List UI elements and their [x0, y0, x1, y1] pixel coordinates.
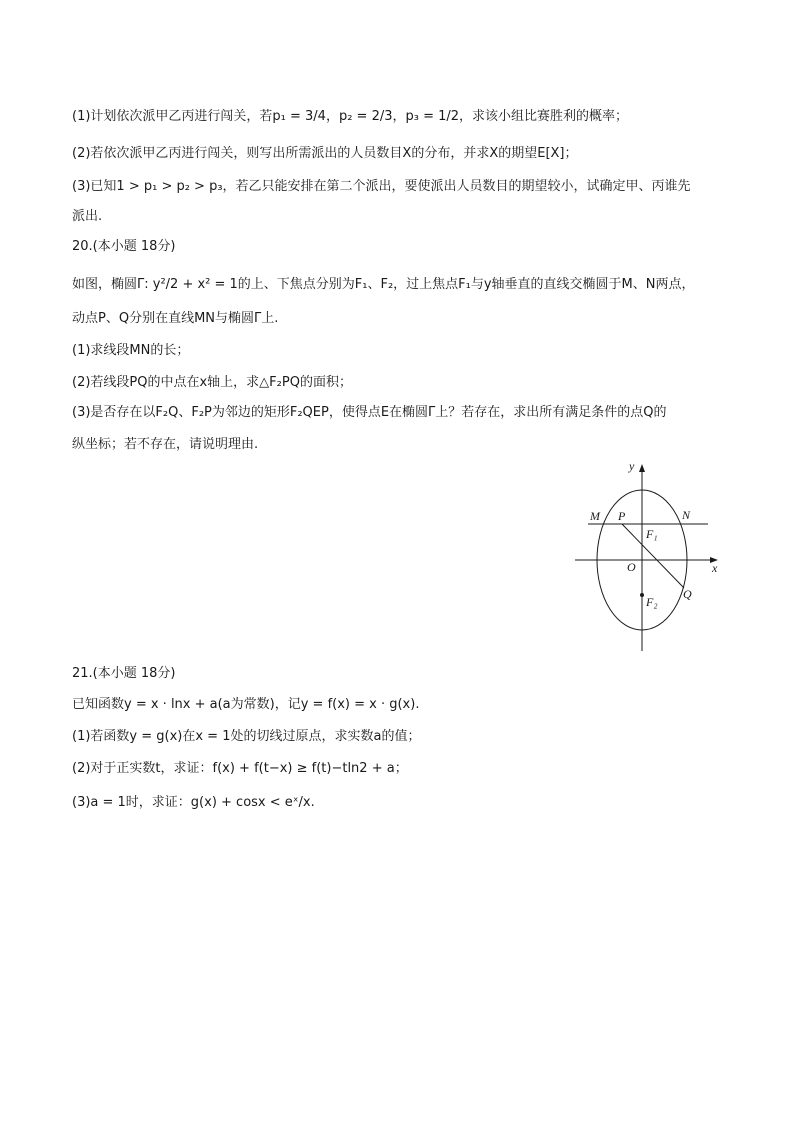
q21-part2: (2)对于正实数t，求证：f(x) + f(t−x) ≥ f(t)−tln2 + a； — [72, 761, 408, 776]
q19-part1: (1)计划依次派甲乙丙进行闯关，若p₁ = 3/4，p₂ = 2/3，p₃ = 1/2，求该小组比赛胜利的概率； — [72, 109, 629, 124]
q20-part2: (2)若线段PQ的中点在x轴上，求△F₂PQ的面积； — [72, 375, 352, 390]
q21-heading: 21.(本小题 18分) — [72, 666, 176, 681]
label-m: M — [590, 509, 600, 523]
q20-part1: (1)求线段MN的长； — [72, 343, 190, 358]
label-y: y — [629, 459, 635, 473]
label-p: P — [618, 509, 626, 523]
q20-part3-line2: 纵坐标；若不存在，请说明理由. — [72, 437, 259, 452]
q21-part1: (1)若函数y = g(x)在x = 1处的切线过原点，求实数a的值； — [72, 729, 421, 744]
focus-f2-point — [640, 593, 644, 597]
label-n: N — [682, 508, 691, 522]
q19-part2: (2)若依次派甲乙丙进行闯关，则写出所需派出的人员数目X的分布，并求X的期望E[X]； — [72, 146, 578, 161]
label-f2: F₂ — [646, 595, 658, 609]
q20-part3-line1: (3)是否存在以F₂Q、F₂P为邻边的矩形F₂QEP，使得点E在椭圆Γ上？若存在，求出所有满足条件的点Q的 — [72, 405, 667, 420]
label-f1: F₁ — [646, 527, 658, 541]
q19-part3-line2: 派出. — [72, 209, 103, 224]
q20-stem-line1: 如图，椭圆Γ: y²/2 + x² = 1的上、下焦点分别为F₁、F₂，过上焦点F₁与y轴垂直的直线交椭圆于M、N两点， — [72, 277, 695, 292]
q20-stem-line2: 动点P、Q分别在直线MN与椭圆Γ上. — [72, 311, 279, 326]
label-o: O — [627, 560, 636, 574]
ellipse-figure — [570, 458, 730, 656]
label-q: Q — [683, 587, 692, 601]
q19-part3-line1: (3)已知1 > p₁ > p₂ > p₃，若乙只能安排在第二个派出，要使派出人员数目的期望较小，试确定甲、丙谁先 — [72, 179, 691, 194]
q21-stem: 已知函数y = x · lnx + a(a为常数)，记y = f(x) = x · g(x). — [72, 697, 420, 712]
q20-heading: 20.(本小题 18分) — [72, 239, 176, 254]
y-axis-arrow — [639, 464, 645, 472]
label-x: x — [712, 561, 718, 575]
q21-part3: (3)a = 1时，求证：g(x) + cosx < eˣ/x. — [72, 795, 315, 810]
